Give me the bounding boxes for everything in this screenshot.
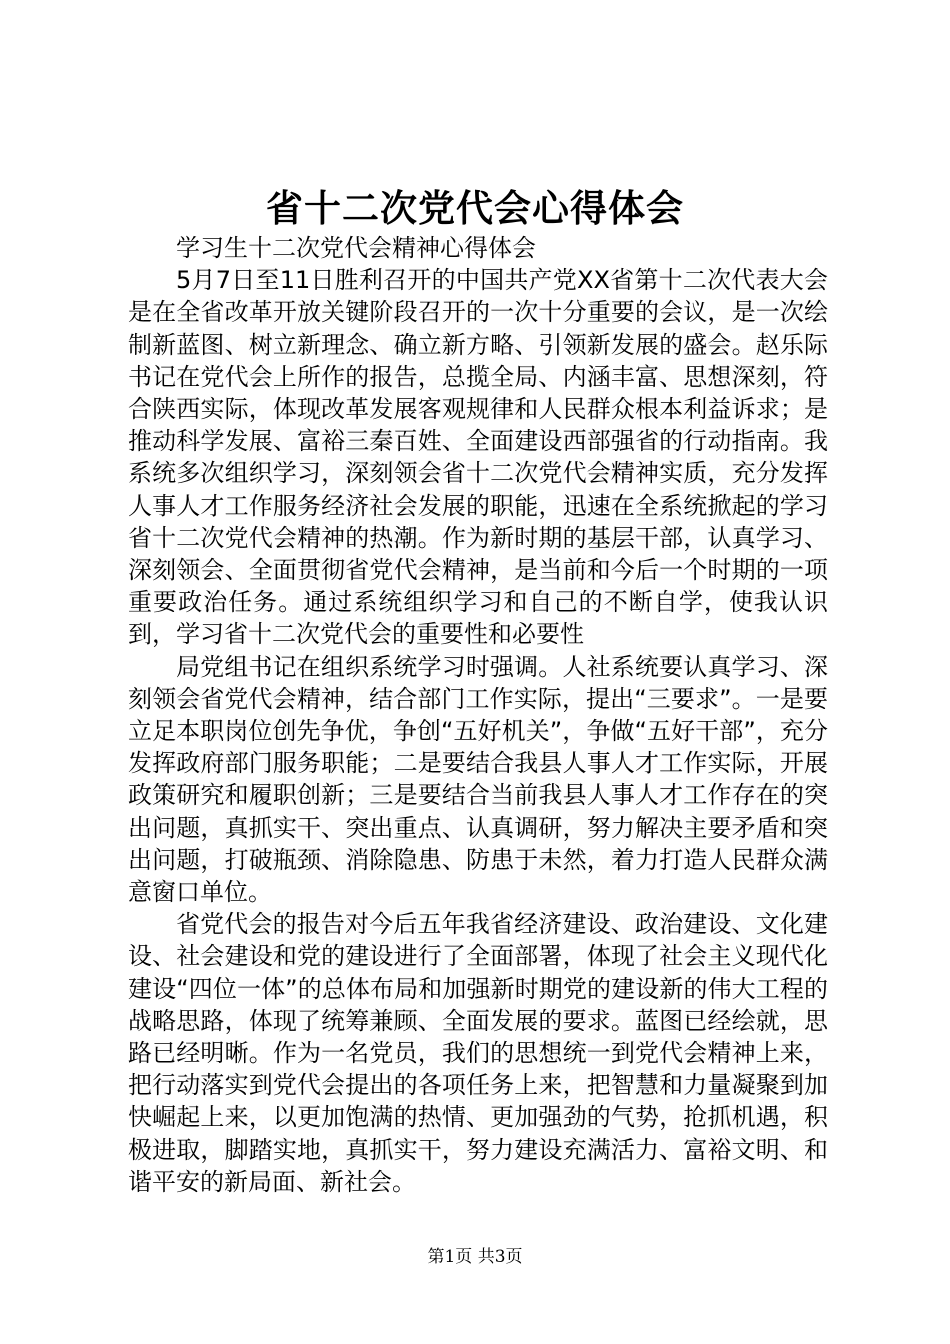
paragraph-subtitle: 学习生十二次党代会精神心得体会 (176, 234, 536, 262)
paragraph: 5月7日至11日胜利召开的中国共产党XX省第十二次代表大会是在全省改革开放关键阶段召开的一次十分重要的会议，是一次绘制新蓝图、树立新理念、确立新方略、引领新发展的盛会。赵乐际书记在党代会上所作的报告，总揽全局、内涵丰富、思想深刻，符合陕西实际，体现改革发展客观规律和人民群众根本利益诉求；是推动科学发展、富裕三秦百姓、全面建设西部强省的行动指南。我系统多次组织学习，深刻领会省十二次党代会精神实质，充分发挥人事人才工作服务经济社会发展的职能，迅速在全系统掀起的学习省十二次党代会精神的热潮。作为新时期的基层干部，认真学习、深刻领会、全面贯彻省党代会精神，是当前和今后一个时期的一项重要政治任务。通过系统组织学习和自己的不断自学，使我认识到，学习省十二次党代会的重要性和必要性 (128, 266, 828, 649)
document-body (128, 232, 828, 1198)
paragraph: 局党组书记在组织系统学习时强调。人社系统要认真学习、深刻领会省党代会精神，结合部门工作实际，提出“三要求”。一是要立足本职岗位创先争优，争创“五好机关”，争做“五好干部”，充分发挥政府部门服务职能；二是要结合我县人事人才工作实际，开展政策研究和履职创新；三是要结合当前我县人事人才工作存在的突出问题，真抓实干、突出重点、认真调研，努力解决主要矛盾和突出问题，打破瓶颈、消除隐患、防患于未然，着力打造人民群众满意窗口单位。 (128, 652, 828, 907)
page-number-footer: 第1页 共3页 (427, 1247, 523, 1267)
document-title: 省十二次党代会心得体会 (266, 186, 684, 230)
paragraph: 省党代会的报告对今后五年我省经济建设、政治建设、文化建设、社会建设和党的建设进行了全面部署，体现了社会主义现代化建设“四位一体”的总体布局和加强新时期党的建设新的伟大工程的战略思路，体现了统筹兼顾、全面发展的要求。蓝图已经绘就，思路已经明晰。作为一名党员，我们的思想统一到党代会精神上来，把行动落实到党代会提出的各项任务上来，把智慧和力量凝聚到加快崛起上来，以更加饱满的热情、更加强劲的气势，抢抓机遇，积极进取，脚踏实地，真抓实干，努力建设充满活力、富裕文明、和谐平安的新局面、新社会。 (128, 910, 828, 1196)
